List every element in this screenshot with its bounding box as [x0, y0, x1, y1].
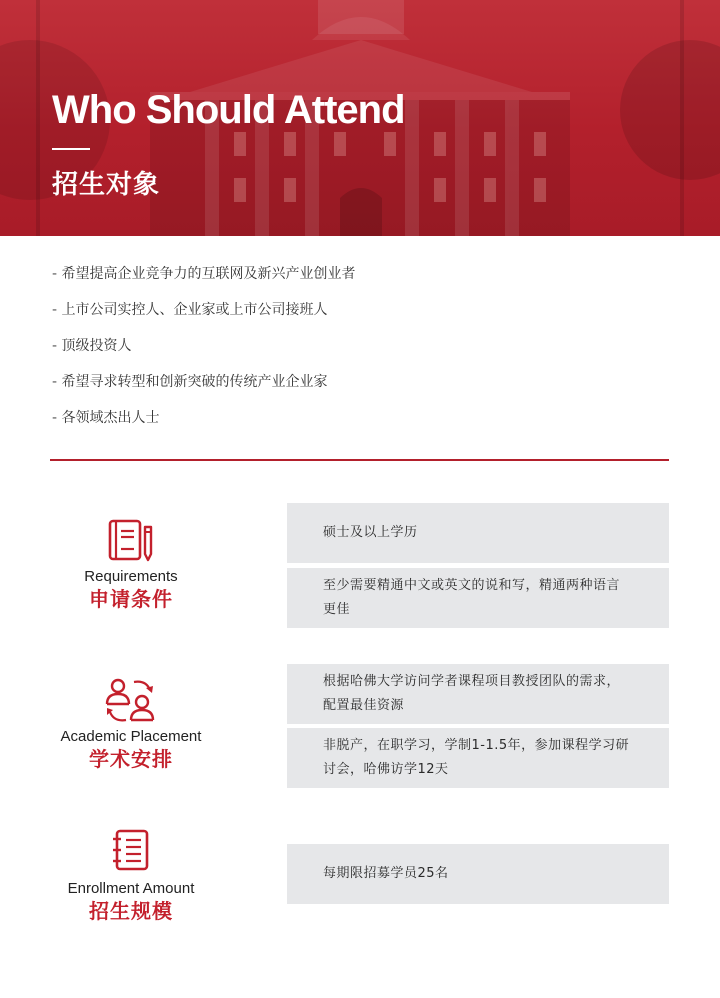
card-text: 至少需要精通中文或英文的说和写，精通两种语言更佳: [323, 578, 621, 617]
list-item: - 顶级投资人: [52, 336, 672, 372]
placement-card: [287, 728, 669, 788]
list-item: - 上市公司实控人、企业家或上市公司接班人: [52, 300, 672, 336]
enrollment-card: [287, 844, 669, 904]
enrollment-title-en: Enrollment Amount: [67, 880, 195, 897]
requirements-card: [287, 503, 669, 563]
placement-title-en: Academic Placement: [60, 728, 202, 745]
list-item: - 希望寻求转型和创新突破的传统产业企业家: [52, 372, 672, 408]
list-item: - 希望提高企业竞争力的互联网及新兴产业创业者: [52, 264, 672, 300]
requirements-heading: [30, 518, 232, 612]
people-exchange-icon: [104, 676, 158, 724]
card-text: 非脱产，在职学习，学制1-1.5年，参加课程学习研讨会，哈佛访学12天: [323, 738, 630, 777]
card-text: 每期限招募学员25名: [323, 866, 449, 881]
book-pencil-icon: [106, 518, 156, 564]
audience-list: [52, 264, 672, 444]
list-item: - 各领域杰出人士: [52, 408, 672, 444]
requirements-title-en: Requirements: [84, 568, 178, 585]
placement-title-cn: 学术安排: [89, 747, 173, 771]
requirements-title-cn: 申请条件: [89, 587, 173, 611]
card-text: 根据哈佛大学访问学者课程项目教授团队的需求，配置最佳资源: [323, 674, 621, 713]
requirements-card: [287, 568, 669, 628]
placement-heading: [30, 676, 232, 772]
enrollment-heading: [30, 828, 232, 924]
notebook-list-icon: [109, 828, 153, 872]
card-text: 硕士及以上学历: [323, 525, 418, 540]
enrollment-title-cn: 招生规模: [89, 899, 173, 923]
title-underline: [52, 148, 90, 150]
page-subtitle: 招生对象: [52, 170, 161, 200]
page-title: Who Should Attend: [52, 88, 405, 132]
section-divider: [50, 459, 669, 461]
placement-card: [287, 664, 669, 724]
hero-banner: [0, 0, 720, 236]
